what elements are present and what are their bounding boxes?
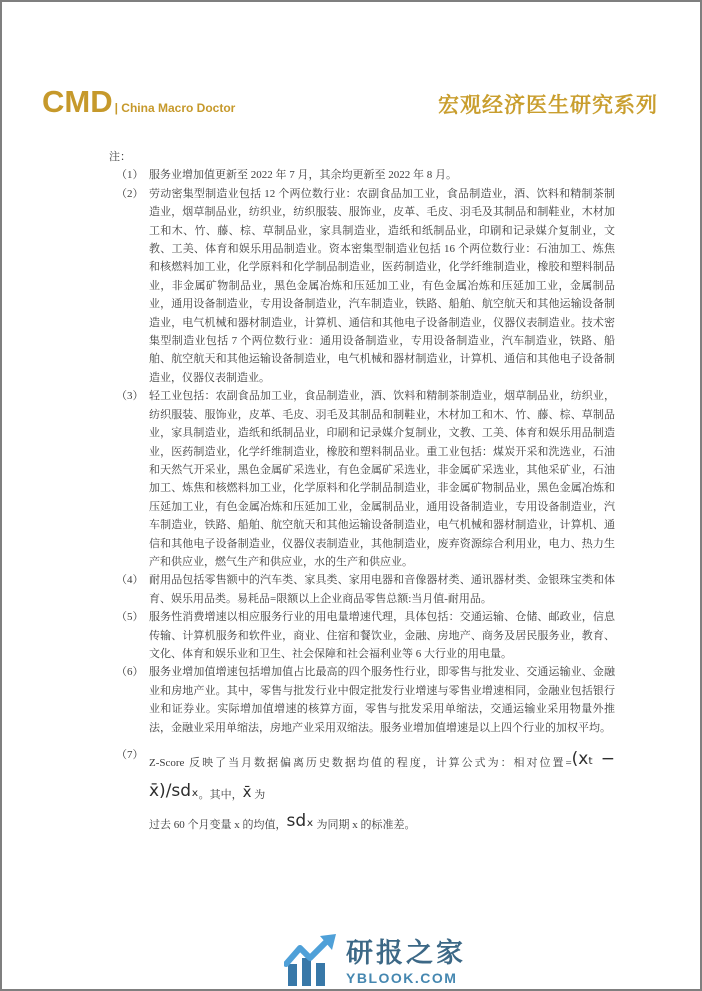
note-item-3 — [109, 387, 615, 571]
note7-text-mid: 。其中， — [198, 789, 243, 801]
note7-line2-after: 为同期 x 的标准差。 — [313, 819, 416, 831]
note-number: （3） — [116, 390, 144, 403]
watermark-domain: YBLOOK.COM — [346, 969, 458, 986]
note-number: （1） — [116, 169, 144, 182]
note-number: （4） — [116, 574, 144, 587]
brand-subtitle: | China Macro Doctor — [114, 101, 236, 115]
note-item-2 — [109, 185, 615, 387]
watermark — [284, 934, 466, 991]
note-number: （5） — [116, 611, 144, 624]
note7-text-before: Z-Score 反映了当月数据偏离历史数据均值的程度，计算公式为：相对位置= — [149, 757, 572, 769]
note-text: 劳动密集型制造业包括 12 个两位数行业：农副食品加工业，食品制造业，酒、饮料和精制茶制造业，烟草制品业，纺织业，纺织服装、服饰业，皮革、毛皮、羽毛及其制品和制鞋业，木材加工和木、竹、藤、棕、草制品业，家具制造业，造纸和纸制品业，印刷和记录媒介复制业，文教、工美、体育和娱乐用品制造业。资本密集型制造业包括 16 个两位数行业：石油加工、炼焦和核燃料加工业，化学原料和化学制品制造业，医药制造业，化学纤维制造业，橡胶和塑料制品业，非金属矿物制品业，黑色金属冶炼和压延加工业，有色金属冶炼和压延加工业，金属制品业，通用设备制造业，专用设备制造业，汽车制造业，铁路、船舶、航空航天和其他运输设备制造业，电气机械和器材制造业，计算机、通信和其他电子设备制造业，仪器仪表制造业。技术密集型制造业包括 7 个两位数行业：通用设备制造业，专用设备制造业，汽车制造业，铁路、船舶、航空航天和其他运输设备制造业，电气机械和器材制造业，计算机、通信和其他电子设备制造业，仪器仪表制造业。 — [149, 187, 615, 384]
zscore-formula: (xₜ − x̄)/sdₓ — [149, 749, 615, 801]
note-number: （7） — [116, 749, 144, 761]
note-item-6 — [109, 663, 615, 737]
note7-line2-before: 过去 60 个月变量 x 的均值， — [149, 819, 287, 831]
note7-text-after: 为 — [251, 789, 266, 801]
note-text — [149, 746, 615, 838]
notes-label: 注： — [109, 151, 131, 163]
watermark-text — [346, 939, 466, 986]
brand-logo — [42, 86, 235, 117]
note-text: 服务性消费增速以相应服务行业的用电量增速代理，具体包括：交通运输、仓储、邮政业，信息传输、计算机服务和软件业，商业、住宿和餐饮业，金融、房地产、商务及居民服务业，教育、文化、体育和娱乐业和卫生、社会保障和社会福利业等 6 大行业的用电量。 — [149, 611, 615, 660]
note-item-1 — [109, 166, 615, 184]
sd-symbol: sdₓ — [286, 811, 314, 831]
note-text: 耐用品包括零售额中的汽车类、家具类、家用电器和音像器材类、通讯器材类、金银珠宝类和体育、娱乐用品类。易耗品=限额以上企业商品零售总额:当月值-耐用品。 — [149, 574, 615, 605]
note-item-5 — [109, 608, 615, 663]
note-text: 服务业增加值增速包括增加值占比最高的四个服务性行业，即零售与批发业、交通运输业、金融业和房地产业。其中，零售与批发行业中假定批发行业增速与零售业增速相同，金融业包括银行业和证券业。实际增加值增速的核算方面，零售与批发采用单缩法，交通运输业采用物量外推法，金融业采用单缩法，房地产业采用双缩法。服务业增加值增速是以上四个行业的加权平均。 — [149, 666, 615, 734]
note-number: （2） — [116, 187, 144, 200]
brand-cmd-text: CMD — [42, 84, 113, 119]
note7-line2 — [149, 811, 416, 831]
series-title: 宏观经济医生研究系列 — [438, 93, 658, 117]
note-text: 轻工业包括：农副食品加工业，食品制造业，酒、饮料和精制茶制造业，烟草制品业，纺织业，纺织服装、服饰业，皮革、毛皮、羽毛及其制品和制鞋业，木材加工和木、竹、藤、棕、草制品业，家具制造业，造纸和纸制品业，印刷和记录媒介复制业，文教、工美、体育和娱乐用品制造业，医药制造业，化学纤维制造业，橡胶和塑料制品业。重工业包括：煤炭开采和洗选业，石油和天然气开采业，黑色金属矿采选业，有色金属矿采选业，非金属矿采选业，其他采矿业，石油加工、炼焦和核燃料加工业，化学原料和化学制品制造业，非金属矿物制品业，黑色金属冶炼和压延加工业，有色金属冶炼和压延加工业，金属制品业，通用设备制造业，专用设备制造业，汽车制造业，铁路、船舶、航空航天和其他运输设备制造业，电气机械和器材制造业，计算机、通信和其他电子设备制造业，仪器仪表制造业，其他制造业，废弃资源综合利用业，电力、热力生产和供应业，燃气生产和供应业，水的生产和供应业。 — [149, 390, 615, 568]
note-text: 服务业增加值更新至 2022 年 7 月，其余均更新至 2022 年 8 月。 — [149, 169, 457, 182]
note-item-7 — [109, 746, 615, 838]
note-number: （6） — [116, 666, 144, 679]
page-header — [42, 86, 658, 119]
watermark-title: 研报之家 — [346, 938, 466, 969]
xbar-symbol: x̄ — [242, 783, 252, 801]
note7-line1 — [149, 749, 615, 801]
notes-section — [109, 148, 615, 838]
note-item-4 — [109, 571, 615, 608]
bar-chart-arrow-icon — [284, 934, 338, 991]
